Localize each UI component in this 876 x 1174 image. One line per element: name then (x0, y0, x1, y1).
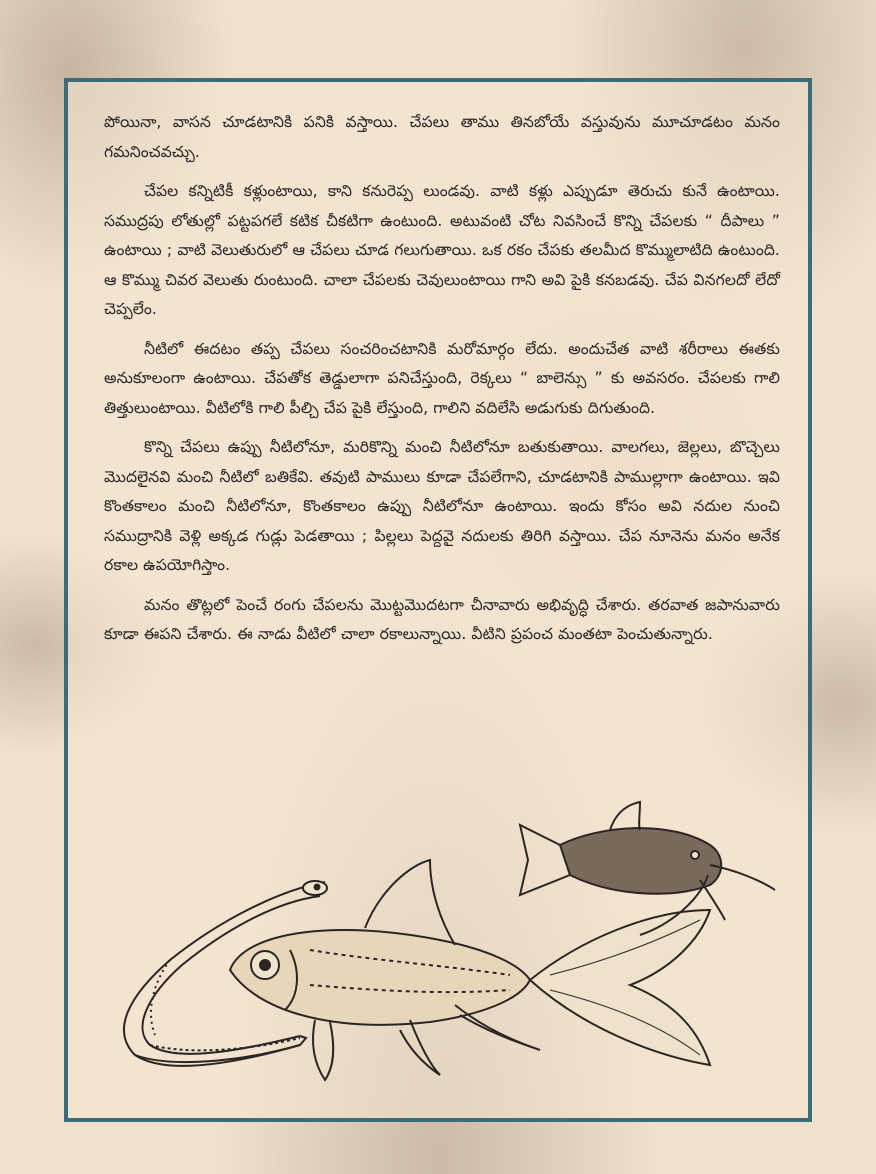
paragraph-1: పోయినా, వాసన చూడటానికి పనికి వస్తాయి. చేపలు తాము తినబోయే వస్తువును మూచూడటం మనం గమనించవచ్చు. (104, 113, 780, 161)
fish-illustration-svg (110, 800, 790, 1100)
paragraph-5: మనం తొట్లలో పెంచే రంగు చేపలను మొట్టమొదటగా చీనావారు అభివృద్ధి చేశారు. తరవాత జపానువారు కూడా ఈపని చేశారు. ఈ నాడు వీటిలో చాలా రకాలున్నాయి. వీటిని ప్రపంచ మంతటా పెంచుతున్నారు. (104, 595, 780, 643)
paragraph-4: కొన్ని చేపలు ఉప్పు నీటిలోనూ, మరికొన్ని మంచి నీటిలోనూ బతుకుతాయి. వాలగలు, జెల్లలు, బొచ్చెలు మొదలైనవి మంచి నీటిలో బతికేవి. తవుటి పాములు కూడా చేపలేగాని, చూడటానికి పాముల్లాగా ఉంటాయి. ఇవి కొంతకాలం మంచి నీటిలోనూ, కొంతకాలం ఉప్పు నీటిలోనూ ఉంటాయి. ఇందు కోసం అవి నదుల నుంచి సముద్రానికి వెళ్లి అక్కడ గుడ్లు పెడతాయి ; పిల్లలు పెద్దవై నదులకు తిరిగి వస్తాయి. చేప నూనెను మనం అనేక రకాల ఉపయోగిస్తాం. (104, 438, 780, 574)
catfish-icon (520, 802, 775, 935)
paragraph-3: నీటిలో ఈదటం తప్ప చేపలు సంచరించటానికి మరోమార్గం లేదు. అందుచేత వాటి శరీరాలు ఈతకు అనుకూలంగా ఉంటాయి. చేపతోక తెడ్డులాగా పనిచేస్తుంది, రెక్కలు “ బాలెన్సు ” కు అవసరం. చేపలకు గాలి తిత్తులుంటాయి. వీటిలోకి గాలి పీల్చి చేప పైకి లేస్తుంది, గాలిని వదిలేసి అడుగుకు దిగుతుంది. (104, 339, 780, 417)
paragraph-2: చేపల కన్నిటికీ కళ్లుంటాయి, కాని కనురెప్ప లుండవు. వాటి కళ్లు ఎప్పుడూ తెరుచు కునే ఉంటాయి. సముద్రపు లోతుల్లో పట్టపగలే కటిక చీకటిగా ఉంటుంది. అటువంటి చోట నివసించే కొన్ని చేపలకు “ దీపాలు ” ఉంటాయి ; వాటి వెలుతురులో ఆ చేపలు చూడ గలుగుతాయి. ఒక రకం చేపకు తలమీద కొమ్ములాటిది ఉంటుంది. ఆ కొమ్ము చివర వెలుతు రుంటుంది. చాలా చేపలకు చెవులుంటాయి గాని అవి పైకి కనబడవు. చేప వినగలదో లేదో చెప్పలేం. (104, 182, 780, 318)
page-text (104, 108, 780, 660)
fish-illustration (110, 800, 790, 1100)
